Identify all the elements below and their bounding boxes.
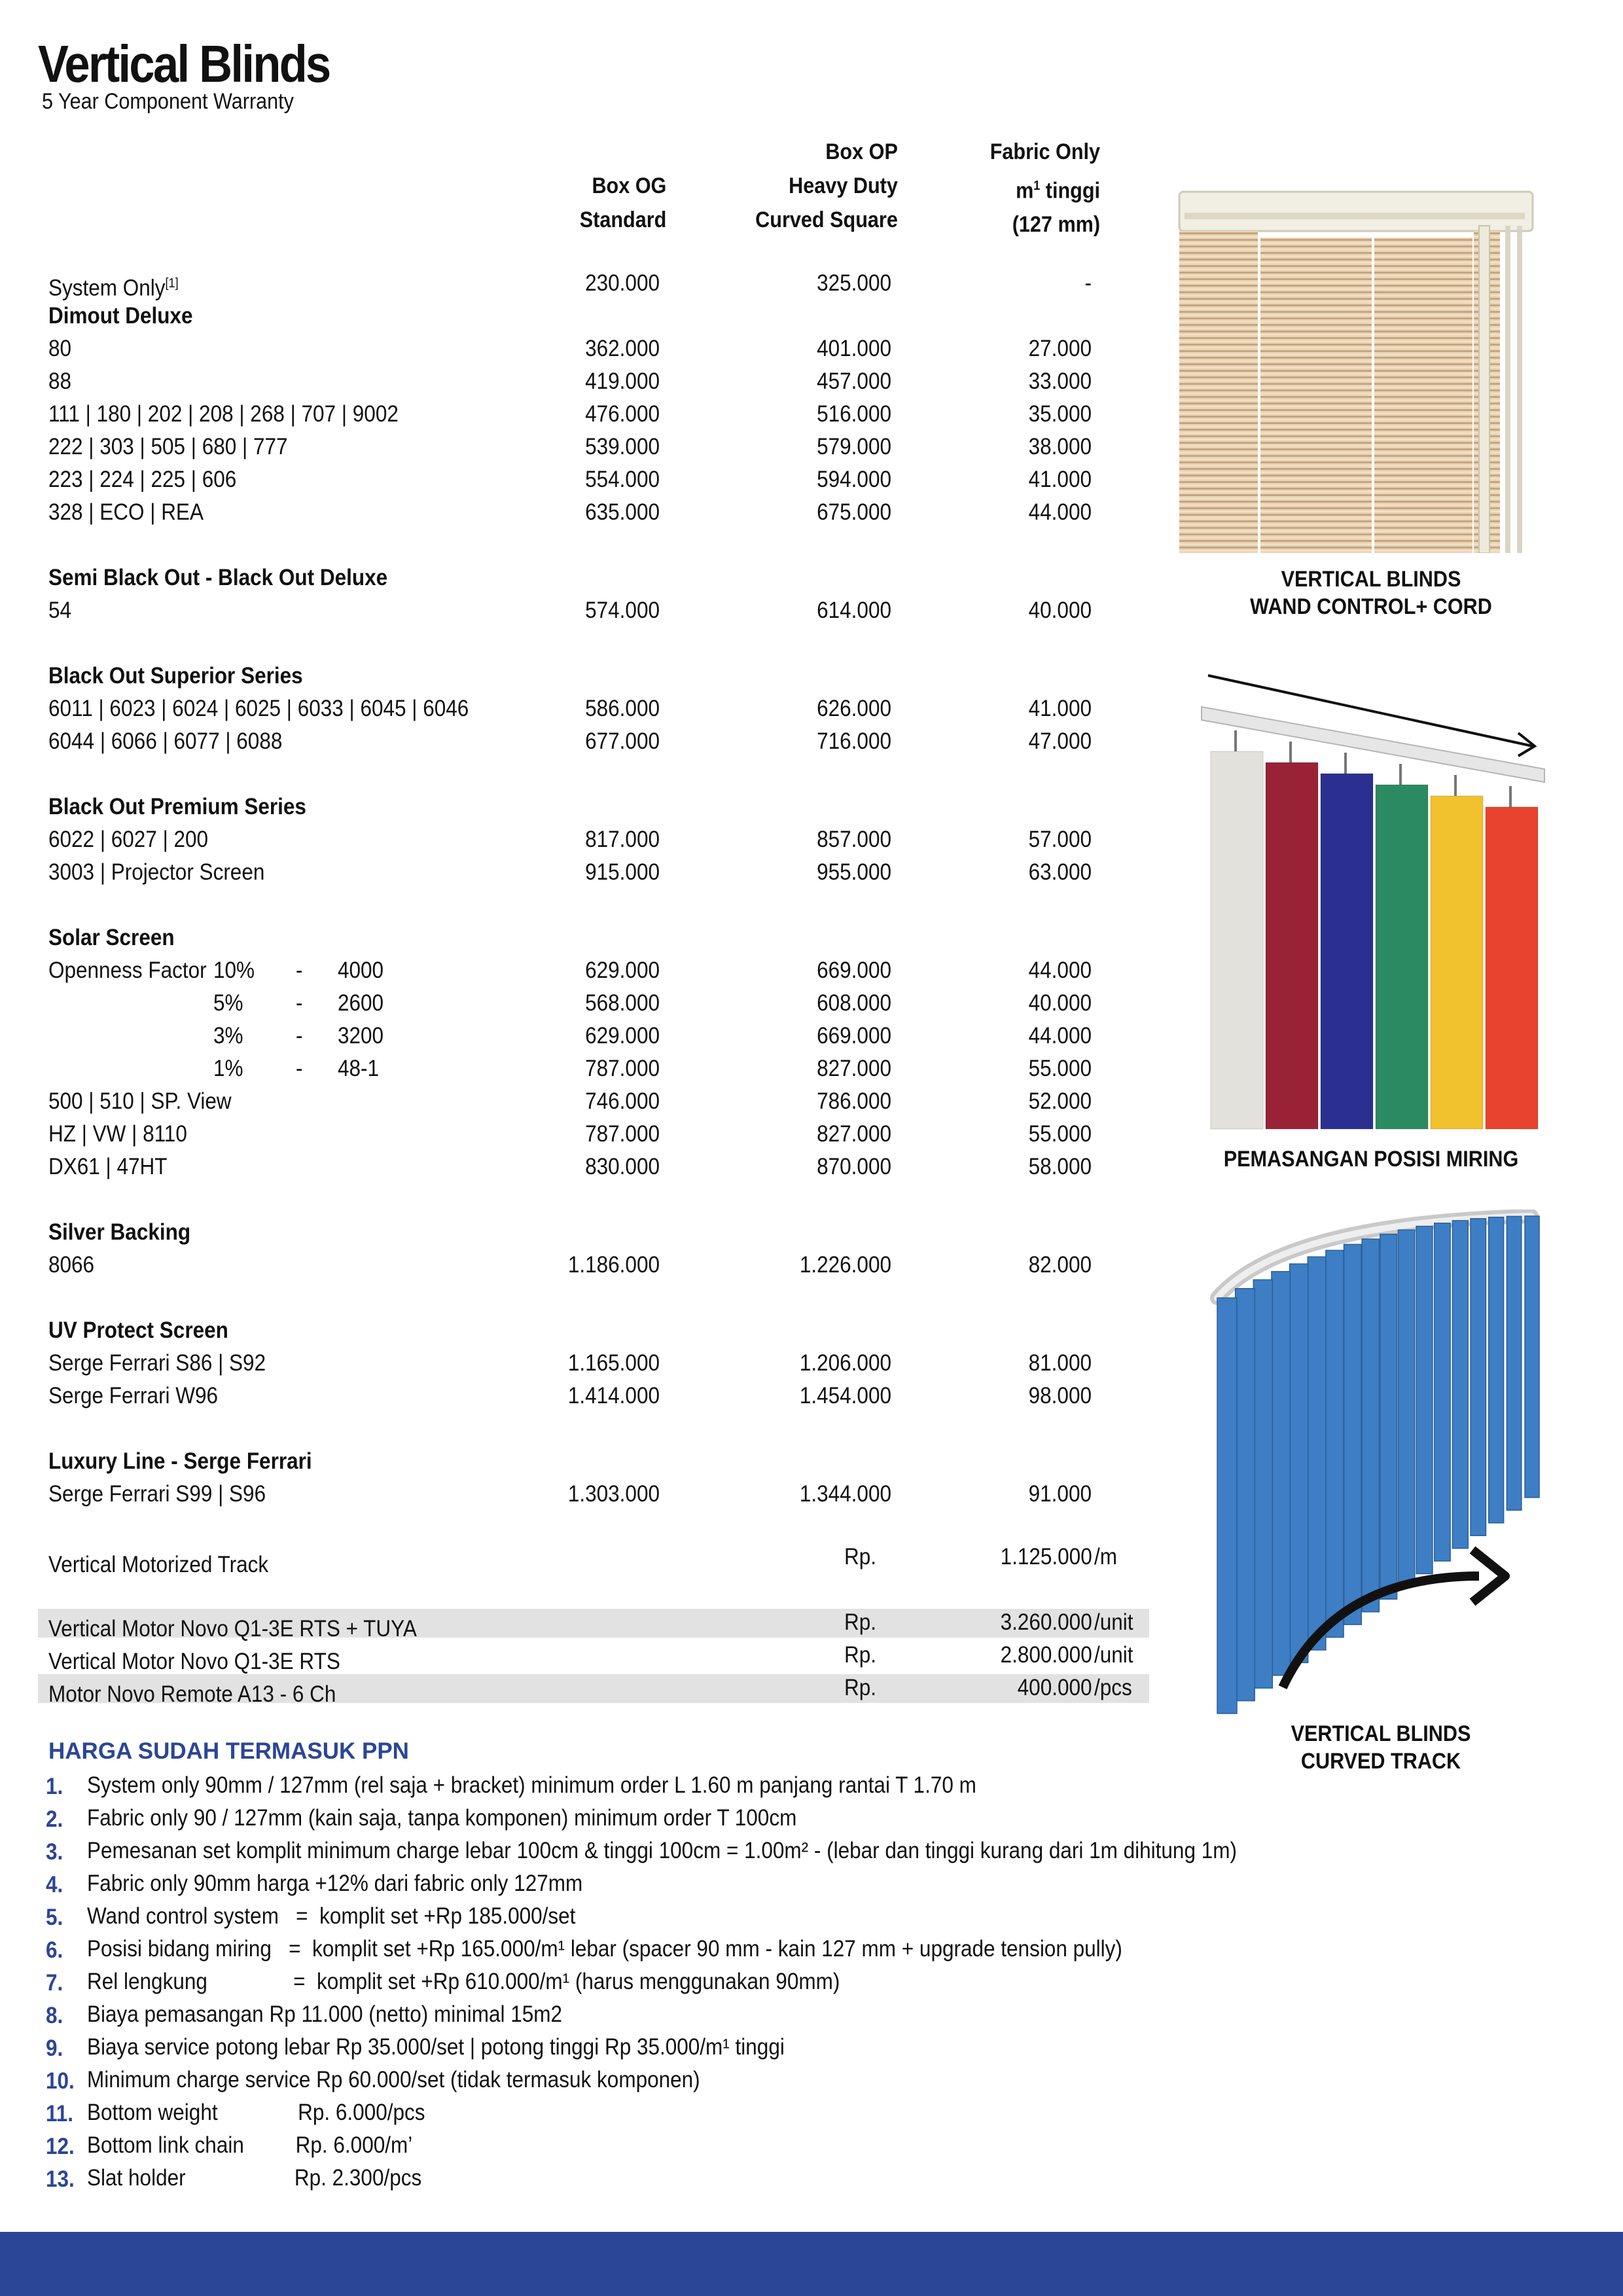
col-header-og-line1: Box OG [592, 173, 666, 198]
motor-price: 400.000 [1018, 1675, 1092, 1700]
openness-dash: - [296, 1023, 303, 1049]
section-title: Luxury Line - Serge Ferrari [48, 1448, 312, 1474]
price-op: 955.000 [817, 859, 891, 885]
price-og: 568.000 [585, 990, 660, 1016]
note-text: Bottom weight Rp. 6.000/pcs [87, 2100, 425, 2125]
price-op: 1.344.000 [799, 1481, 891, 1507]
colored-slat [1486, 807, 1538, 1129]
price-og: 629.000 [585, 958, 660, 983]
blinds-photo-wand [1178, 187, 1538, 553]
blue-slat [1489, 1217, 1504, 1523]
note-number: 9. [46, 2036, 63, 2061]
price-og: 362.000 [585, 336, 660, 361]
note-text: System only 90mm / 127mm (rel saja + bracket) minimum order L 1.60 m panjang rantai T 1.70 m [87, 1772, 976, 1798]
price-fabric: 44.000 [1028, 499, 1092, 525]
price-og: 476.000 [585, 401, 660, 427]
price-og: 635.000 [585, 499, 660, 525]
col-header-op-line1: Box OP [825, 139, 898, 164]
row-label: 6044 | 6066 | 6077 | 6088 [48, 728, 283, 754]
price-og: 554.000 [585, 467, 660, 492]
col-header-box-op [755, 135, 898, 237]
row-label: 80 [48, 336, 72, 361]
price-op: 579.000 [817, 434, 891, 459]
price-fabric: 38.000 [1028, 434, 1092, 459]
price-op: 786.000 [817, 1088, 891, 1114]
row-label: 3003 | Projector Screen [48, 859, 265, 885]
colored-slat [1376, 785, 1428, 1129]
col-header-fabric-line1: Fabric Only [990, 139, 1100, 164]
motor-price: 1.125.000 [1000, 1544, 1092, 1570]
openness-percent: 1% [213, 1056, 243, 1081]
price-op: 675.000 [817, 499, 891, 525]
col-header-op-line2: Heavy Duty [789, 173, 898, 198]
price-og: 915.000 [585, 859, 660, 885]
price-op: 401.000 [817, 336, 891, 361]
motor-unit: /unit [1094, 1609, 1133, 1635]
blue-slat [1272, 1272, 1291, 1676]
motor-price: 2.800.000 [1000, 1642, 1092, 1668]
blue-slat [1217, 1298, 1237, 1713]
blue-slat [1380, 1234, 1397, 1600]
price-op: 669.000 [817, 958, 891, 983]
openness-code: 2600 [338, 990, 384, 1016]
blue-slat [1236, 1289, 1255, 1701]
price-fabric: 40.000 [1028, 598, 1092, 623]
motor-rp: Rp. [844, 1609, 877, 1635]
note-text: Posisi bidang miring = komplit set +Rp 165.000/m¹ lebar (spacer 90 mm - kain 127 mm + upgrade tension pully) [87, 1936, 1122, 1962]
footer-bar [0, 2232, 1623, 2296]
note-text: Minimum charge service Rp 60.000/set (tidak termasuk komponen) [87, 2067, 700, 2092]
note-number: 4. [46, 1872, 63, 1897]
price-og: 1.186.000 [567, 1252, 660, 1278]
price-op: 325.000 [817, 270, 891, 296]
price-op: 1.226.000 [799, 1252, 891, 1278]
note-text: Biaya pemasangan Rp 11.000 (netto) minimal 15m2 [87, 2001, 563, 2027]
price-og: 230.000 [585, 270, 660, 296]
price-og: 586.000 [585, 696, 660, 721]
price-fabric: 98.000 [1028, 1383, 1092, 1408]
motor-rp: Rp. [844, 1642, 877, 1668]
note-text: Slat holder Rp. 2.300/pcs [87, 2165, 422, 2191]
price-og: 830.000 [585, 1154, 660, 1179]
price-og: 677.000 [585, 728, 660, 754]
tilt-direction-line [1208, 675, 1533, 746]
note-number: 1. [46, 1774, 63, 1799]
row-label: Serge Ferrari S86 | S92 [48, 1350, 266, 1376]
price-fabric: 35.000 [1028, 401, 1092, 427]
openness-code: 48-1 [338, 1056, 380, 1081]
price-op: 626.000 [817, 696, 891, 721]
blue-slat [1525, 1216, 1539, 1498]
price-op: 827.000 [817, 1056, 891, 1081]
section-title: UV Protect Screen [48, 1318, 228, 1343]
openness-code: 4000 [338, 958, 384, 983]
note-text: Pemesanan set komplit minimum charge lebar 100cm & tinggi 100cm = 1.00m² - (lebar dan tinggi kurang dari 1m dihitung 1m) [87, 1838, 1237, 1863]
price-og: 817.000 [585, 827, 660, 852]
col-header-op-line3: Curved Square [755, 207, 898, 232]
price-fabric: 81.000 [1028, 1350, 1092, 1376]
openness-percent: 10% [213, 958, 255, 983]
motor-label: Vertical Motorized Track [48, 1552, 269, 1577]
price-fabric: 52.000 [1028, 1088, 1092, 1114]
section-title: Black Out Superior Series [48, 663, 303, 689]
note-text: Biaya service potong lebar Rp 35.000/set | potong tinggi Rp 35.000/m¹ tinggi [87, 2034, 785, 2060]
price-og: 787.000 [585, 1056, 660, 1081]
blue-slat [1326, 1250, 1344, 1637]
price-og: 1.414.000 [567, 1383, 660, 1408]
price-fabric: 91.000 [1028, 1481, 1092, 1507]
price-fabric: 41.000 [1028, 467, 1092, 492]
page-subtitle: 5 Year Component Warranty [42, 89, 294, 114]
col-header-fabric-line3: (127 mm) [1012, 212, 1100, 238]
openness-dash: - [296, 990, 303, 1016]
price-op: 516.000 [817, 401, 891, 427]
price-op: 870.000 [817, 1154, 891, 1179]
note-text: Fabric only 90mm harga +12% dari fabric only 127mm [87, 1871, 583, 1896]
price-og: 419.000 [585, 368, 660, 394]
price-op: 827.000 [817, 1121, 891, 1147]
price-og: 746.000 [585, 1088, 660, 1114]
note-number: 10. [46, 2068, 75, 2094]
col-header-og-line2: Standard [579, 207, 666, 232]
note-number: 5. [46, 1905, 63, 1930]
price-fabric: 41.000 [1028, 696, 1092, 721]
row-label: 8066 [48, 1252, 95, 1278]
caption-curved: VERTICAL BLINDS CURVED TRACK [1291, 1721, 1471, 1774]
col-header-fabric [990, 135, 1100, 242]
motor-label: Motor Novo Remote A13 - 6 Ch [48, 1681, 336, 1707]
caption-wand: VERTICAL BLINDS WAND CONTROL+ CORD [1250, 567, 1492, 619]
price-op: 669.000 [817, 1023, 891, 1049]
row-label: DX61 | 47HT [48, 1154, 168, 1179]
row-label: 223 | 224 | 225 | 606 [48, 467, 237, 492]
price-fabric: 44.000 [1028, 958, 1092, 983]
caption-tilted: PEMASANGAN POSISI MIRING [1223, 1147, 1519, 1172]
section-title: Black Out Premium Series [48, 794, 306, 819]
price-og: 787.000 [585, 1121, 660, 1147]
price-op: 608.000 [817, 990, 891, 1016]
row-label: 111 | 180 | 202 | 208 | 268 | 707 | 9002 [48, 401, 399, 427]
blue-slat [1452, 1221, 1468, 1549]
note-text: Rel lengkung = komplit set +Rp 610.000/m¹ (harus menggunakan 90mm) [87, 1969, 840, 1994]
page-title: Vertical Blinds [38, 35, 330, 93]
colored-slat [1431, 796, 1483, 1129]
price-op: 614.000 [817, 598, 891, 623]
price-fabric: 44.000 [1028, 1023, 1092, 1049]
blue-slat [1308, 1257, 1326, 1650]
section-title: Silver Backing [48, 1219, 191, 1245]
price-fabric: 40.000 [1028, 990, 1092, 1016]
note-text: Fabric only 90 / 127mm (kain saja, tanpa komponen) minimum order T 100cm [87, 1805, 797, 1831]
colored-slat [1211, 751, 1263, 1129]
row-label: 88 [48, 368, 72, 394]
col-header-fabric-line2: $m^1$ tinggi [1016, 178, 1100, 204]
note-number: 12. [46, 2134, 75, 2159]
openness-dash: - [296, 958, 303, 983]
note-number: 6. [46, 1937, 63, 1963]
price-og: 574.000 [585, 598, 660, 623]
note-number: 8. [46, 2003, 63, 2028]
notes-title: HARGA SUDAH TERMASUK PPN [48, 1738, 409, 1764]
section-title: Solar Screen [48, 925, 175, 950]
motor-unit: /pcs [1094, 1675, 1132, 1700]
price-op: 594.000 [817, 467, 891, 492]
row-label: 6022 | 6027 | 200 [48, 827, 209, 852]
motor-label: Vertical Motor Novo Q1-3E RTS + TUYA [48, 1616, 417, 1641]
price-op: 716.000 [817, 728, 891, 754]
section-title: Semi Black Out - Black Out Deluxe [48, 565, 388, 590]
blinds-tilt-illustration [1198, 668, 1551, 1132]
price-og: 1.303.000 [567, 1481, 660, 1507]
row-label: 328 | ECO | REA [48, 499, 204, 525]
note-number: 7. [46, 1970, 63, 1996]
price-fabric: 82.000 [1028, 1252, 1092, 1278]
price-op: 457.000 [817, 368, 891, 394]
row-label: 6011 | 6023 | 6024 | 6025 | 6033 | 6045 | 6046 [48, 696, 469, 721]
blue-slat [1362, 1239, 1379, 1612]
colored-slat [1321, 774, 1373, 1129]
row-label: Serge Ferrari S99 | S96 [48, 1481, 266, 1507]
motor-label: Vertical Motor Novo Q1-3E RTS [48, 1649, 340, 1674]
note-number: 11. [46, 2101, 74, 2126]
price-op: 857.000 [817, 827, 891, 852]
blinds-photo-curved [1204, 1210, 1551, 1720]
price-og: 629.000 [585, 1023, 660, 1049]
price-op: 1.206.000 [799, 1350, 891, 1376]
row-label: HZ | VW | 8110 [48, 1121, 187, 1147]
price-fabric: 27.000 [1028, 336, 1092, 361]
motor-rp: Rp. [844, 1544, 877, 1570]
note-text: Bottom link chain Rp. 6.000/m’ [87, 2132, 413, 2158]
price-fabric: 55.000 [1028, 1121, 1092, 1147]
note-number: 13. [46, 2166, 75, 2192]
motor-unit: /m [1094, 1544, 1118, 1570]
blue-slat [1290, 1264, 1308, 1662]
row-label: 54 [48, 598, 72, 623]
colored-slat [1266, 762, 1318, 1129]
blue-slat [1471, 1219, 1486, 1535]
row-label: Serge Ferrari W96 [48, 1383, 219, 1408]
row-label: Openness Factor [48, 958, 207, 983]
row-label: 500 | 510 | SP. View [48, 1088, 232, 1114]
motor-unit: /unit [1094, 1642, 1133, 1668]
price-fabric: 63.000 [1028, 859, 1092, 885]
note-text: Wand control system = komplit set +Rp 185.000/set [87, 1903, 576, 1929]
note-number: 3. [46, 1839, 63, 1865]
price-fabric: 57.000 [1028, 827, 1092, 852]
price-og: 1.165.000 [567, 1350, 660, 1376]
blinds-wand-illustration [1178, 187, 1538, 553]
price-op: 1.454.000 [799, 1383, 891, 1408]
price-og: 539.000 [585, 434, 660, 459]
note-number: 2. [46, 1806, 63, 1832]
blue-slat [1253, 1280, 1272, 1688]
blue-slat [1398, 1230, 1414, 1587]
blue-slat [1507, 1216, 1521, 1510]
openness-code: 3200 [338, 1023, 384, 1049]
motor-rp: Rp. [844, 1675, 877, 1700]
blue-slat [1416, 1227, 1433, 1574]
price-fabric: 55.000 [1028, 1056, 1092, 1081]
price-fabric: 58.000 [1028, 1154, 1092, 1179]
blue-slat [1344, 1244, 1362, 1624]
system-only-label: System Only[1] [48, 275, 179, 301]
price-fabric: 47.000 [1028, 728, 1092, 754]
price-fabric: - [1084, 270, 1092, 296]
blue-slat [1435, 1223, 1450, 1561]
section-title: Dimout Deluxe [48, 303, 193, 329]
blinds-curved-illustration [1204, 1210, 1551, 1720]
col-header-box-og [579, 169, 666, 237]
blinds-photo-tilted [1198, 668, 1551, 1132]
price-fabric: 33.000 [1028, 368, 1092, 394]
openness-dash: - [296, 1056, 303, 1081]
motor-price: 3.260.000 [1000, 1609, 1092, 1635]
openness-percent: 5% [213, 990, 243, 1016]
openness-percent: 3% [213, 1023, 243, 1049]
row-label: 222 | 303 | 505 | 680 | 777 [48, 434, 288, 459]
